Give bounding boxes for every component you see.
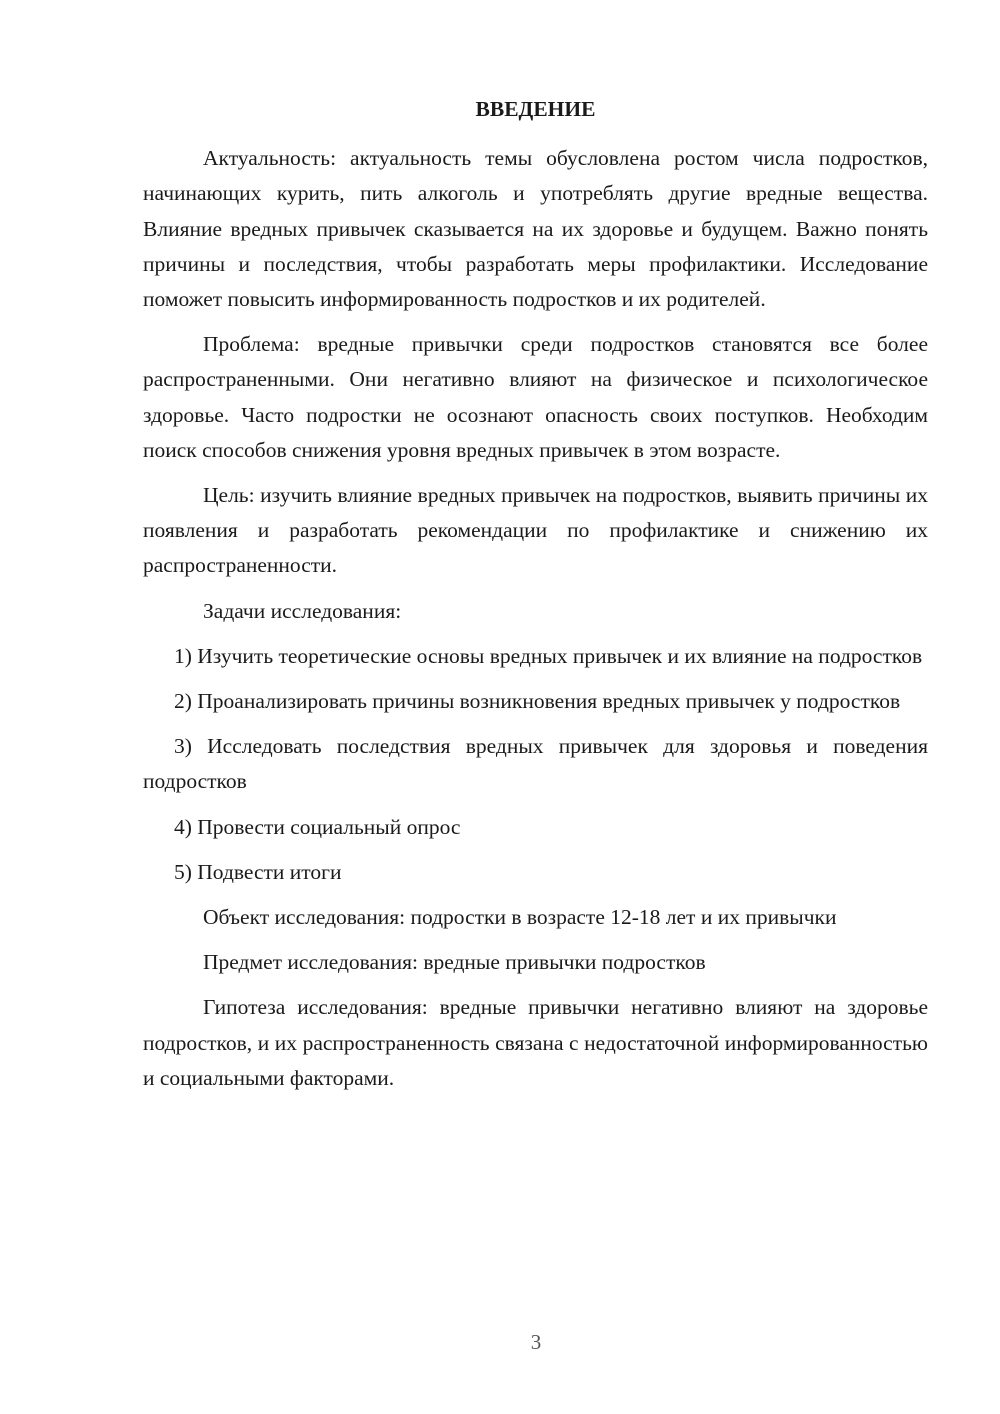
subject-paragraph: Предмет исследования: вредные привычки подростков: [203, 950, 706, 975]
goal-paragraph: Цель: изучить влияние вредных привычек на подростков, выявить причины их появления и разработать рекомендации по профилактике и снижению их распространенности.: [143, 483, 928, 578]
relevance-paragraph: Актуальность: актуальность темы обусловлена ростом числа подростков, начинающих курить, пить алкоголь и употреблять другие вредные вещества. Влияние вредных привычек сказывается на их здоровье и будущем. Важно понять причины и последствия, чтобы разработать меры профилактики. Исследование поможет повысить информированность подростков и их родителей.: [143, 146, 928, 312]
problem-paragraph: Проблема: вредные привычки среди подростков становятся все более распространенными. Они негативно влияют на физическое и психологическое здоровье. Часто подростки не осознают опасность своих поступков. Необходим поиск способов снижения уровня вредных привычек в этом возрасте.: [143, 332, 928, 462]
page-number: 3: [530, 1330, 542, 1354]
object-paragraph: Объект исследования: подростки в возрасте 12-18 лет и их привычки: [203, 905, 837, 930]
task-item: 2) Проанализировать причины возникновения вредных привычек у подростков: [174, 689, 901, 714]
task-item: 5) Подвести итоги: [174, 859, 342, 884]
section-title: ВВЕДЕНИЕ: [475, 97, 596, 121]
task-item: 1) Изучить теоретические основы вредных привычек и их влияние на подростков: [174, 643, 923, 668]
hypothesis-paragraph: Гипотеза исследования: вредные привычки негативно влияют на здоровье подростков, и их распространенность связана с недостаточной информированностью и социальными факторами.: [143, 995, 928, 1090]
tasks-list: [143, 639, 928, 890]
task-item: 3) Исследовать последствия вредных привычек для здоровья и поведения подростков: [143, 734, 928, 794]
task-item: 4) Провести социальный опрос: [174, 814, 461, 839]
document-page: [143, 92, 928, 1106]
tasks-heading: Задачи исследования:: [203, 598, 402, 623]
